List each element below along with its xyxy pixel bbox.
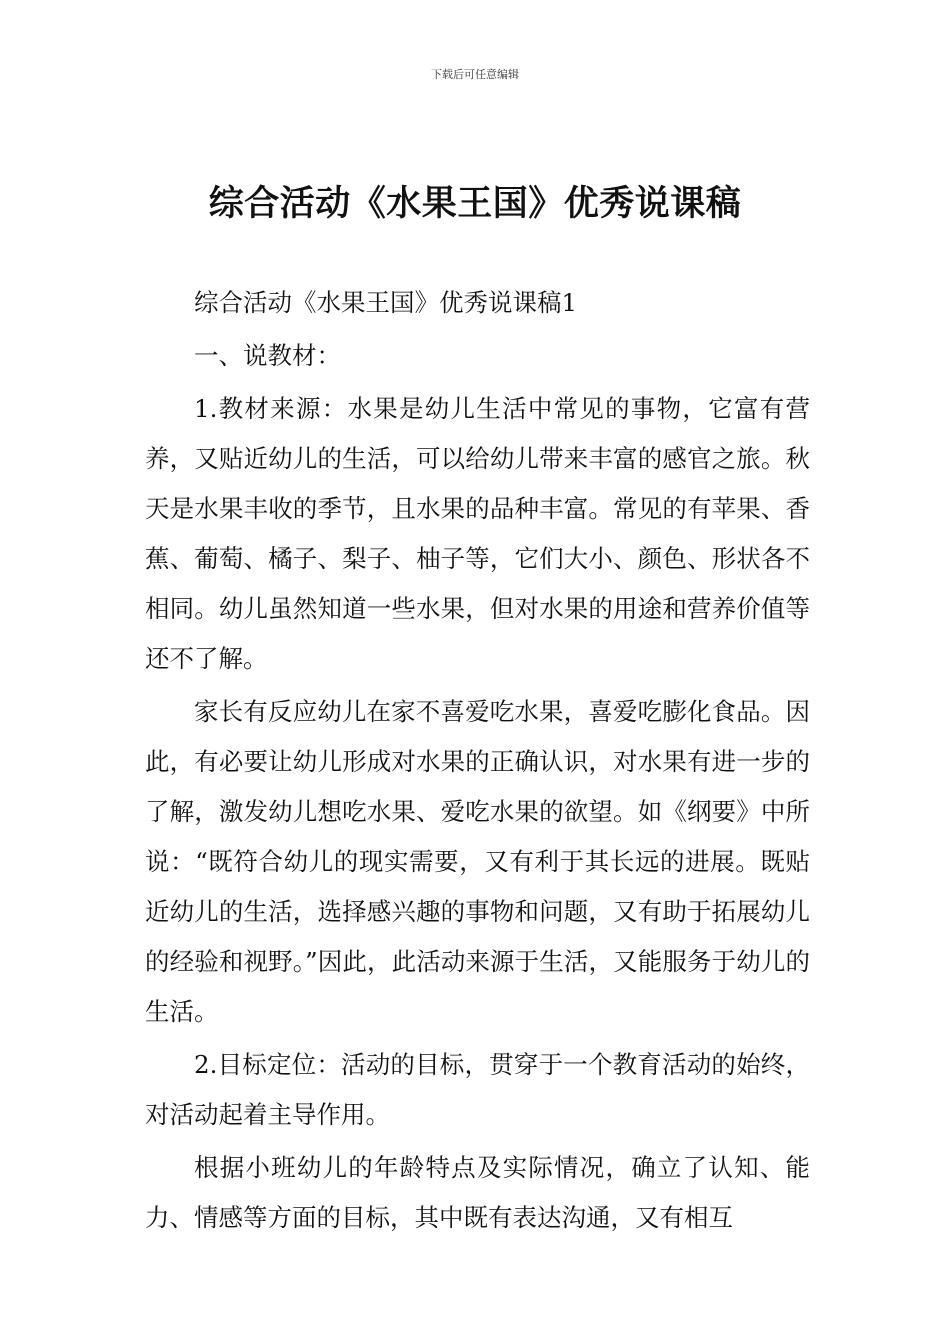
document-body: [145, 278, 810, 1246]
body-paragraph: 2.目标定位：活动的目标，贯穿于一个教育活动的始终，对活动起着主导作用。: [145, 1050, 810, 1129]
subtitle-paragraph: 综合活动《水果王国》优秀说课稿1: [194, 288, 578, 317]
body-paragraph: 家长有反应幼儿在家不喜爱吃水果，喜爱吃膨化食品。因此，有必要让幼儿形成对水果的正确认识，对水果有进一步的了解，激发幼儿想吃水果、爱吃水果的欲望。如《纲要》中所说：“既符合幼儿的现实需要，又有利于其长远的进展。既贴近幼儿的生活，选择感兴趣的事物和问题，又有助于拓展幼儿的经验和视野。”因此，此活动来源于生活，又能服务于幼儿的生活。: [145, 697, 810, 1026]
document-title: 综合活动《水果王国》优秀说课稿: [208, 184, 742, 224]
body-paragraph: 1.教材来源：水果是幼儿生活中常见的事物，它富有营养，又贴近幼儿的生活，可以给幼儿带来丰富的感官之旅。秋天是水果丰收的季节，且水果的品种丰富。常见的有苹果、香蕉、葡萄、橘子、梨子、柚子等，它们大小、颜色、形状各不相同。幼儿虽然知道一些水果，但对水果的用途和营养价值等还不了解。: [145, 394, 810, 673]
section-heading: 一、说教材：: [194, 341, 341, 370]
header-note: 下载后可任意编辑: [431, 68, 519, 81]
body-paragraph: 根据小班幼儿的年龄特点及实际情况，确立了认知、能力、情感等方面的目标，其中既有表达沟通，又有相互: [145, 1153, 810, 1232]
